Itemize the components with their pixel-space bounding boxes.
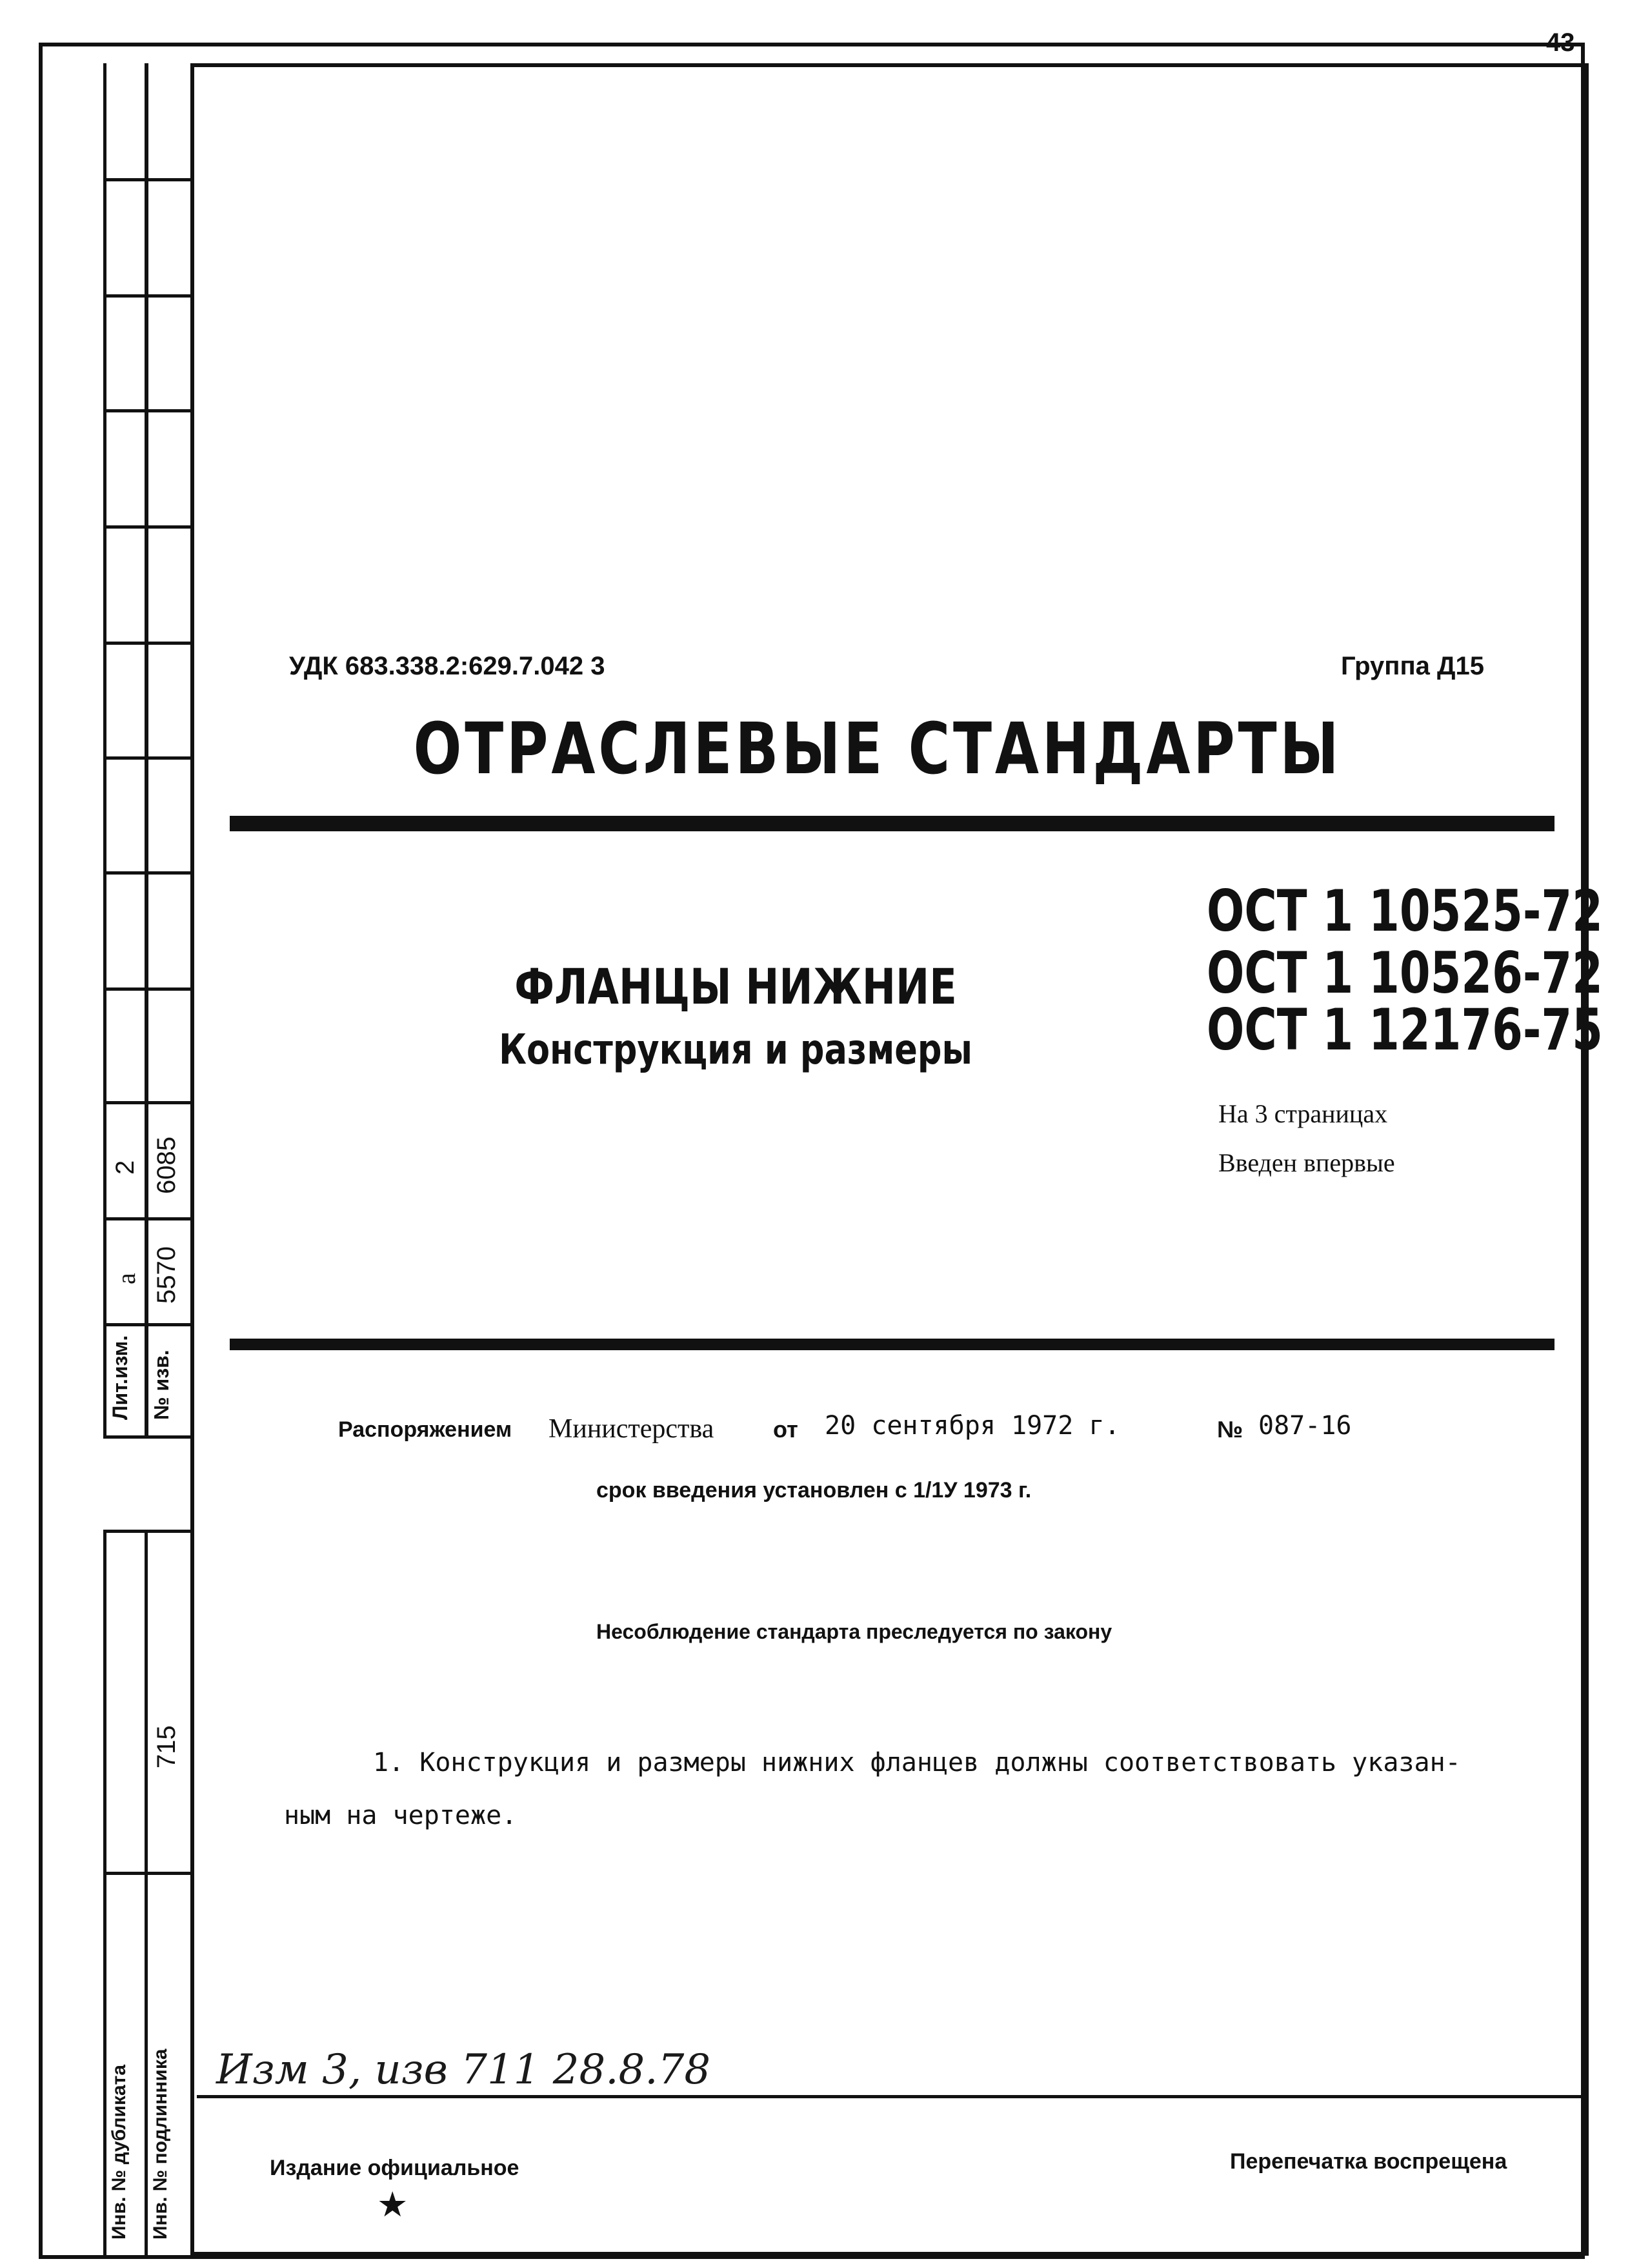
section-rule [230,1339,1554,1350]
standard-number: ОСТ 1 10525-72 [1207,878,1603,944]
udk-code: УДК 683.338.2:629.7.042 3 [289,652,605,680]
order-number: 087-16 [1258,1411,1352,1441]
legal-warning: Несоблюдение стандарта преследуется по закону [596,1620,1112,1643]
pages-note: На 3 страницах [1218,1099,1388,1128]
izv-label: № изв. [150,1350,173,1420]
stamp-line [103,871,190,875]
stamp-line [103,1435,190,1439]
group-code: Группа Д15 [1341,652,1484,680]
inv-dub-label: Инв. № дубликата [108,2064,130,2240]
effective-date: срок введения установлен с 1/1У 1973 г. [596,1478,1032,1503]
reprint-prohibited: Перепечатка воспрещена [1230,2149,1507,2174]
subject-title: ФЛАНЦЫ НИЖНИЕ [514,958,957,1015]
clause-1-line-2: ным на чертеже. [284,1801,518,1830]
stamp-line [103,756,190,760]
stamp-line [103,987,190,991]
standard-number: ОСТ 1 12176-75 [1207,997,1603,1063]
inv-orig-value: 715 [152,1725,181,1768]
main-title: ОТРАСЛЕВЫЕ СТАНДАРТЫ [413,707,1342,790]
stamp-line [103,642,190,645]
stamp-line [103,294,190,298]
handwritten-revision-note: Изм 3, изв 711 28.8.78 [216,2046,711,2094]
izv-6085: 6085 [152,1137,181,1194]
standard-number: ОСТ 1 10526-72 [1207,940,1603,1006]
star-icon: ★ [377,2185,408,2224]
lit-2: 2 [111,1160,139,1175]
lit-izm-label: Лит.изм. [108,1335,132,1420]
side-column-divider [145,63,148,1438]
introduced-note: Введен впервые [1218,1148,1395,1177]
izv-5570: 5570 [152,1246,181,1304]
footer-rule [197,2095,1584,2098]
stamp-left-border [103,63,106,1438]
lit-a: а [112,1273,141,1284]
stamp-line [103,1872,190,1875]
clause-1-line-1: 1. Конструкция и размеры нижних фланцев должны соответствовать указан- [373,1748,1461,1777]
side-column-divider-lower-2 [145,1530,148,2256]
order-from-label: от [773,1416,798,1443]
order-number-label: № [1217,1416,1243,1443]
stamp-line [103,1530,190,1533]
side-column-divider-lower [103,1530,106,2256]
page-number: 43 [1546,28,1575,57]
inv-orig-label: Инв. № подлинника [150,2049,171,2240]
order-date: 20 сентября 1972 г. [825,1411,1120,1441]
stamp-line [103,1101,190,1104]
official-edition: Издание официальное [270,2156,519,2180]
stamp-line [103,525,190,529]
subject-subtitle: Конструкция и размеры [499,1026,972,1074]
order-label: Распоряжением [338,1417,512,1442]
title-rule [230,816,1554,831]
stamp-line [103,1217,190,1220]
stamp-line [103,409,190,412]
order-authority: Министерства [548,1414,714,1444]
stamp-line [103,1323,190,1326]
stamp-line [103,178,190,181]
